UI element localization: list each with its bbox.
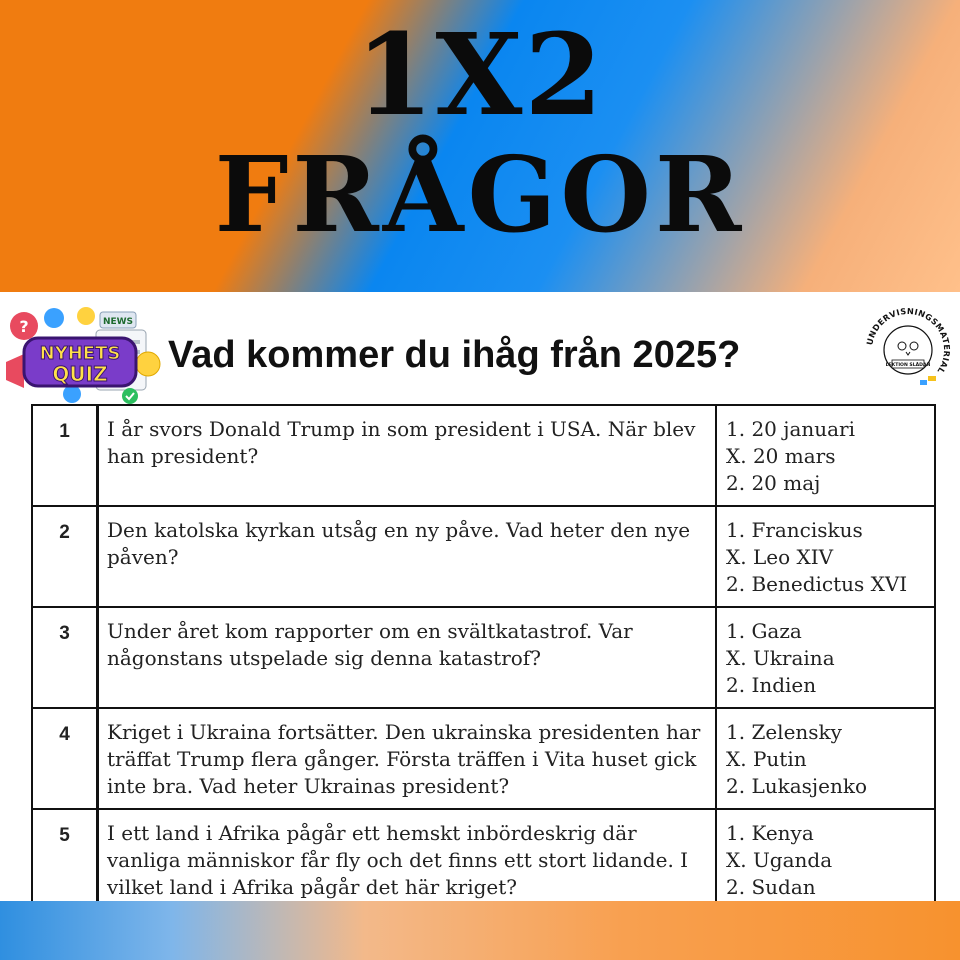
question-table	[31, 404, 936, 911]
option-1: 1. Zelensky	[726, 720, 842, 744]
answer-options	[716, 708, 935, 809]
megaphone-icon	[6, 354, 24, 388]
option-2: 2. Sudan	[726, 875, 816, 899]
answer-options	[716, 607, 935, 708]
table-row	[32, 607, 935, 708]
check-icon	[122, 388, 138, 404]
option-1: 1. Gaza	[726, 619, 802, 643]
question-number: 3	[32, 607, 98, 708]
option-1: 1. Franciskus	[726, 518, 863, 542]
question-number: 4	[32, 708, 98, 809]
option-1: 1. Kenya	[726, 821, 814, 845]
option-1: 1. 20 januari	[726, 417, 856, 441]
question-text: Den katolska kyrkan utsåg en ny påve. Vad heter den nye påven?	[98, 506, 717, 607]
banner-title-line-2: FRÅGOR	[214, 133, 746, 256]
logo-word-2: QUIZ	[52, 362, 108, 386]
option-x: X. Uganda	[726, 848, 833, 872]
stamp-ring-text: UNDERVISNINGSMATERIAL	[864, 305, 953, 376]
undervisningsmaterial-stamp	[862, 304, 954, 396]
question-number: 2	[32, 506, 98, 607]
option-x: X. 20 mars	[726, 444, 836, 468]
option-2: 2. 20 maj	[726, 471, 821, 495]
footer-band	[0, 901, 960, 960]
question-number: 1	[32, 405, 98, 506]
question-text: I år svors Donald Trump in som president i USA. När blev han president?	[98, 405, 717, 506]
option-x: X. Putin	[726, 747, 807, 771]
logo-bulb-icon	[77, 307, 95, 325]
nyhets-quiz-logo	[2, 304, 164, 408]
logo-bubble-yellow	[136, 352, 160, 376]
table-row	[32, 708, 935, 809]
option-x: X. Leo XIV	[726, 545, 834, 569]
stamp-center-text: LEKTION SLÄDAN	[885, 363, 931, 368]
answer-options	[716, 809, 935, 910]
globe-icon	[63, 385, 81, 403]
svg-text:?: ?	[19, 317, 29, 336]
banner-title-line-1: 1X2	[355, 10, 605, 141]
option-2: 2. Lukasjenko	[726, 774, 867, 798]
option-x: X. Ukraina	[726, 646, 835, 670]
option-2: 2. Benedictus XVI	[726, 572, 908, 596]
logo-word-1: NYHETS	[39, 343, 121, 364]
question-number: 5	[32, 809, 98, 910]
page-title: Vad kommer du ihåg från 2025?	[168, 334, 741, 376]
answer-options	[716, 506, 935, 607]
table-row	[32, 405, 935, 506]
header-banner	[0, 0, 960, 292]
table-row	[32, 809, 935, 910]
question-text: Under året kom rapporter om en svältkatastrof. Var någonstans utspelade sig denna katastrof?	[98, 607, 717, 708]
question-text: Kriget i Ukraina fortsätter. Den ukrainska presidenten har träffat Trump flera gånger. Första träffen i Vita huset gick inte bra. Vad heter Ukrainas president?	[98, 708, 717, 809]
table-row	[32, 506, 935, 607]
answer-options	[716, 405, 935, 506]
svg-text:NEWS: NEWS	[102, 317, 134, 327]
option-2: 2. Indien	[726, 673, 817, 697]
question-text: I ett land i Afrika pågår ett hemskt inbördeskrig där vanliga människor får fly och det finns ett stort lidande. I vilket land i Afrika pågår det här kriget?	[98, 809, 717, 910]
logo-bubble-blue	[44, 308, 64, 328]
